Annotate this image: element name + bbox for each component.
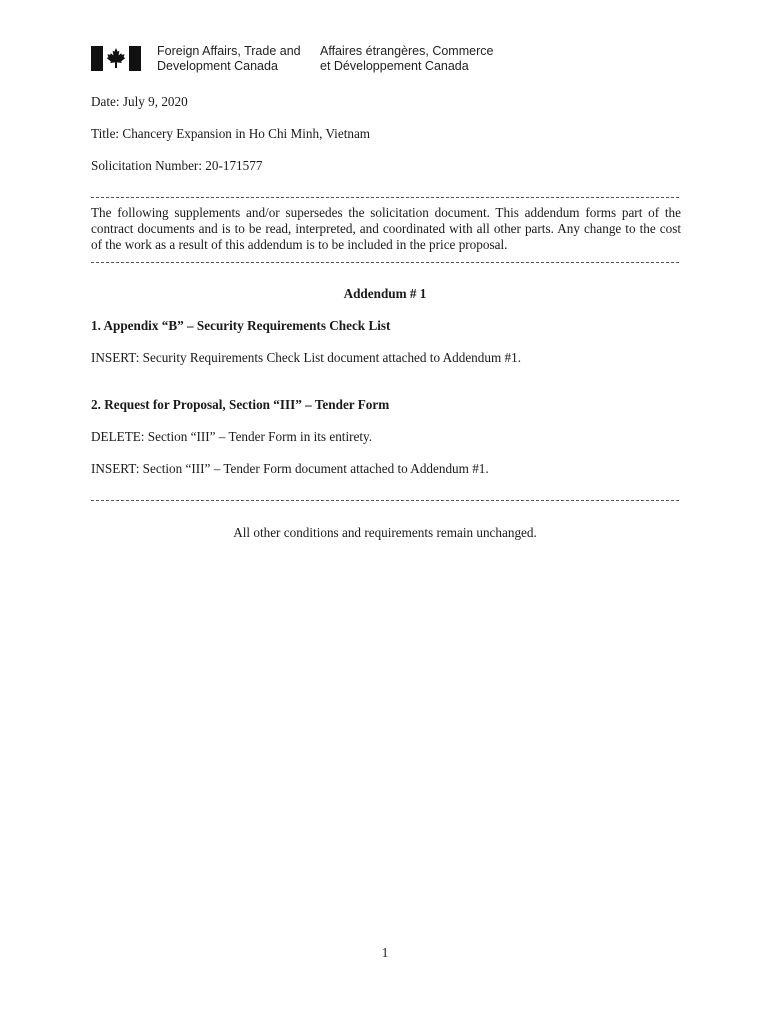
- section-item: INSERT: Section “III” – Tender Form document attached to Addendum #1.: [91, 461, 489, 476]
- addendum-heading: Addendum # 1: [343, 286, 427, 301]
- department-name-french: Affaires étrangères, Commerce et Développement Canada: [320, 44, 494, 73]
- government-header: [91, 44, 520, 74]
- document-title: Title: Chancery Expansion in Ho Chi Minh, Vietnam: [91, 126, 371, 141]
- divider: [91, 262, 679, 263]
- department-name-english: Foreign Affairs, Trade and Development Canada: [157, 44, 301, 73]
- divider: [91, 500, 679, 501]
- document-date: Date: July 9, 2020: [91, 94, 188, 109]
- section-heading: 1. Appendix “B” – Security Requirements Check List: [91, 318, 391, 333]
- section-heading: 2. Request for Proposal, Section “III” – Tender Form: [91, 397, 390, 412]
- canada-flag-icon: [91, 46, 141, 71]
- section-item: INSERT: Security Requirements Check List document attached to Addendum #1.: [91, 350, 521, 365]
- divider: [91, 197, 679, 198]
- solicitation-number: Solicitation Number: 20-171577: [91, 158, 263, 173]
- intro-paragraph: The following supplements and/or supersedes the solicitation document. This addendum forms part of the contract documents and is to be read, interpreted, and coordinated with all other parts. Any change to the cost of the work as a result of this addendum is to be included in the price proposal.: [91, 205, 681, 252]
- page-number: 1: [381, 945, 389, 960]
- closing-statement: All other conditions and requirements remain unchanged.: [233, 525, 537, 540]
- section-item: DELETE: Section “III” – Tender Form in its entirety.: [91, 429, 373, 444]
